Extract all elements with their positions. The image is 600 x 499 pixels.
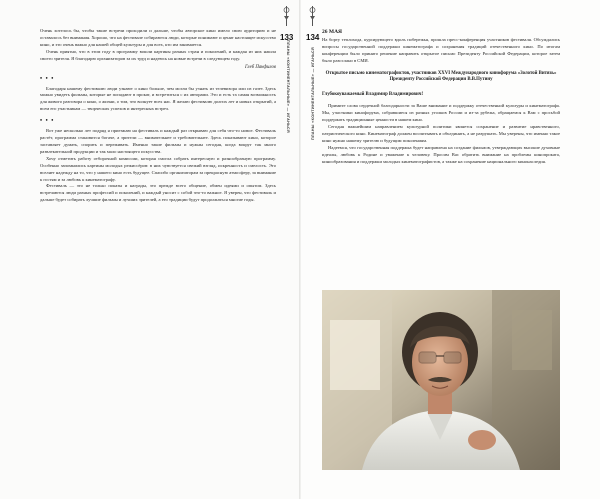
running-head: ПЛАНЫ «КОНТИНЕНТАЛЬНЫЕ» — ИГАНЬСЯ	[311, 46, 315, 140]
letter-heading: Открытое письмо кинематографистов, участников XXVI Международного кинофорума «Золотой Витязь» Президенту Российской Федерации В.В.Путину	[325, 70, 557, 83]
paragraph: Надеемся, что государственная поддержка будет направлена на создание фильмов, утверждающих высокие духовные идеалы, любовь к Родине и уважение к человеку. Просим Вас обратить внимание на проблемы кинопроката, кинообразования и поддержки молодых кинематографистов, а также на сохранение национального кинонаследия.	[322, 144, 560, 164]
paragraph: Сегодня важнейшим направлением культурной политики является сохранение и развитие нравственного, патриотического кино. Кинематограф должен воспитывать и объединять, а не разрушать. Мы уверены, что именно такое кино нужно нашему зрителю и будущим поколениям.	[322, 124, 560, 143]
running-head: ПЛАНЫ «КОНТИНЕНТАЛЬНЫЕ» — ИГАНЬСЯ	[286, 40, 290, 134]
paragraph: Хочу отметить работу отборочной комиссии, которая смогла собрать интересную и разнообразную программу. Особенно запомнились картины молодых режиссёров: в них чувствуется свежий взгляд, искренность и смелость. Это вселяет надежду на то, что у нашего кино есть будущее. Спасибо организаторам за прекрасную атмосферу, за внимание к гостям и за любовь к кинематографу.	[40, 155, 276, 182]
salutation: Глубокоуважаемый Владимир Владимирович!	[322, 92, 424, 98]
paragraph: Примите слова сердечной благодарности за Ваше внимание и поддержку отечественной культуры и кинематографа. Мы, участники кинофорума, собравшиеся из разных уголков России и из-за рубежа, обращаемся к Вам с просьбой поддержать традиционные ценности в нашем кино.	[322, 103, 560, 123]
separator: • • •	[40, 75, 55, 82]
paragraph: Очень хотелось бы, чтобы такие встречи проходили и дальше, чтобы авторское кино имело свою аудиторию и не оставалось без внимания. Хорошо, что на фестивале собираются люди, которые понимают и ценят настоящее искусство кино, и это очень важно для нашей общей культуры и для всех, кто им занимается.	[40, 28, 276, 47]
paragraph: Очень приятно, что в этом году в программу вошли картины разных стран и поколений, и каждая из них нашла своего зрителя. Я благодарю организаторов за их труд и надеюсь на новые встречи в следующем году.	[40, 48, 276, 61]
page-number: 134	[306, 33, 320, 42]
text-column	[322, 28, 560, 166]
paragraph: На борту теплохода, курсирующего вдоль побережья, прошла пресс-конференция участников фестиваля. Обсуждались вопросы государственной поддержки кинематографа и сохранения традиций отечественного кино. По итогам конференции было принято решение направить открытое письмо Президенту Российской Федерации, которое затем было разослано в СМИ.	[322, 37, 560, 63]
separator: • • •	[40, 118, 55, 125]
paragraph: Вот уже несколько лет подряд я приезжаю на фестиваль и каждый раз открываю для себя что-то новое. Фестиваль растёт, программа становится богаче, а зрители — внимательнее и требовательнее. Здесь показывают кино, которое заставляет думать, спорить и переживать. Именно такие фильмы и нужны сегодня, когда вокруг так много развлекательной продукции и так мало настоящего искусства.	[40, 128, 276, 154]
emblem-icon	[309, 6, 316, 26]
date-heading: 26 МАЯ	[322, 29, 343, 35]
emblem-icon	[283, 6, 290, 26]
paragraph: Благодаря нашему фестивалю люди узнают о кино больше, чем могли бы узнать из телевизора или из газет. Здесь можно увидеть фильмы, которые не попадают в прокат, и встретиться с их авторами. Это и есть та самая возможность для живого разговора о кино, о жизни, о том, что волнует всех нас. Я желаю фестивалю долгих лет и новых открытий, а всем его участникам — творческих успехов и интересных встреч.	[40, 85, 276, 112]
photograph	[322, 290, 560, 470]
paragraph: Фестиваль — это не только показы и награды, это прежде всего общение, обмен идеями и опытом. Здесь встречаются люди разных профессий и поколений, и каждый уносит с собой что-то важное. Я уверен, что фестиваль и дальше будет собирать лучшие фильмы и лучших зрителей, а его традиции будут продолжаться многие годы.	[40, 183, 276, 203]
page-number: 133	[280, 33, 294, 42]
photo-illustration	[322, 290, 560, 470]
signature: Глеб Панфилов	[244, 64, 276, 70]
text-column	[40, 28, 276, 204]
